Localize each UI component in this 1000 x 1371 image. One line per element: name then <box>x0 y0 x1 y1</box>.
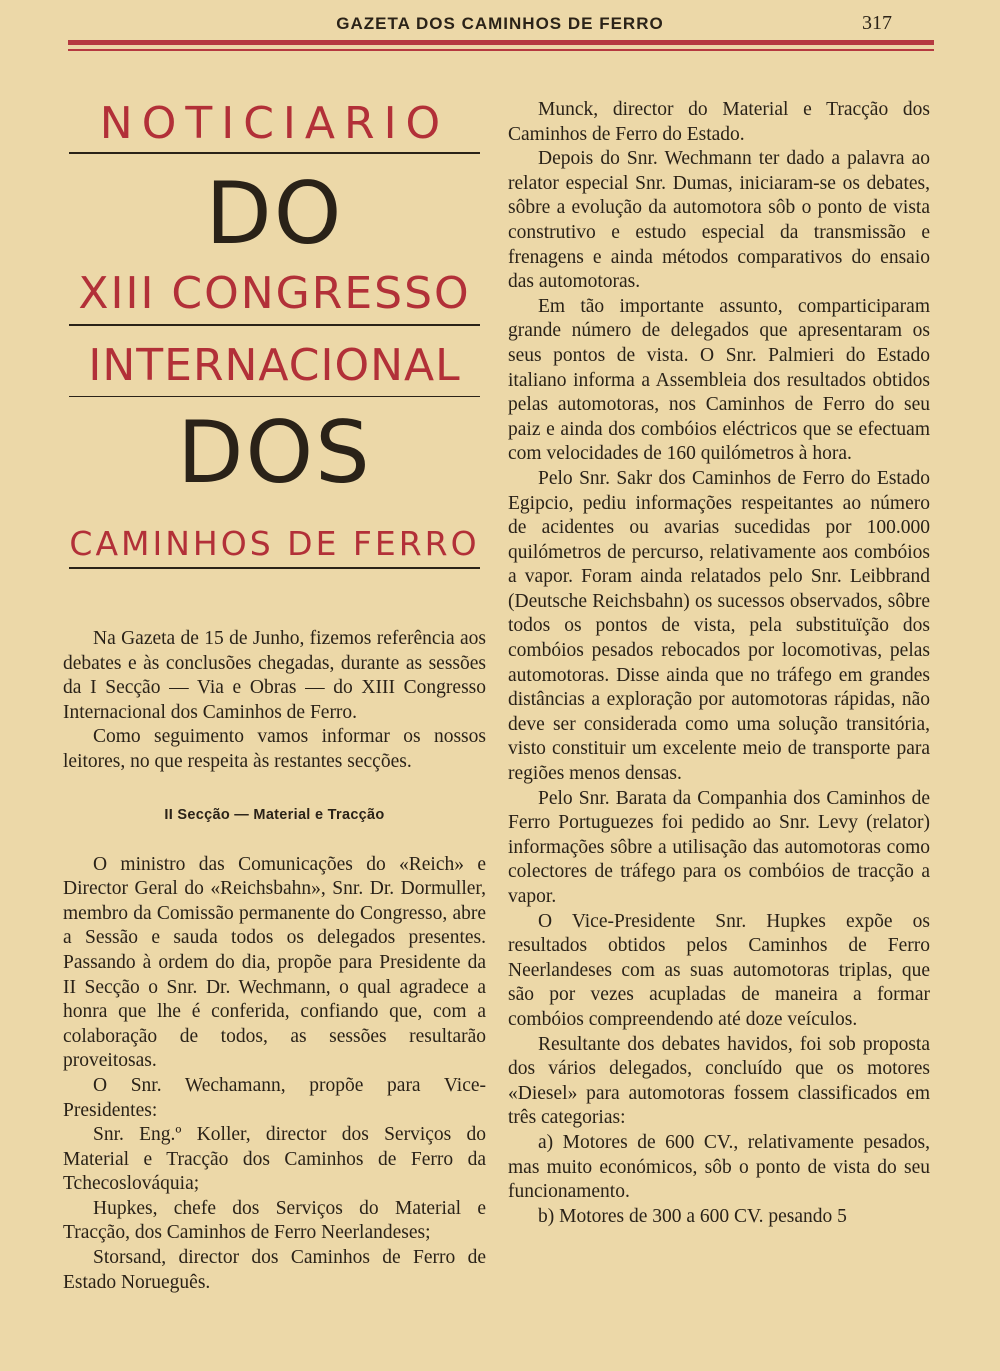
header-rule-thin <box>68 49 934 51</box>
paragraph: Storsand, director dos Caminhos de Ferro de Estado Norueguês. <box>63 1247 486 1293</box>
article-title <box>63 96 486 569</box>
paragraph: Como seguimento vamos informar os nossos leitores, no que respeita às restantes secções. <box>63 726 486 772</box>
page-header <box>0 0 1000 60</box>
paragraph: Depois do Snr. Wechmann ter dado a palavra ao relator especial Snr. Dumas, iniciaram-se os debates, sôbre a evolução da automotora sôb o ponto de vista construtivo e estudo especial da transmissão e frenagens e ainda métodos comparativos do ensaio das automotoras. <box>508 148 930 293</box>
paragraph: Snr. Eng.º Koller, director dos Serviços do Material e Tracção dos Caminhos de Ferro da Tchecoslováquia; <box>63 1124 486 1195</box>
paragraph: a) Motores de 600 CV., relativamente pesados, mas muito económicos, sôb o ponto de vista do seu funcionamento. <box>508 1131 930 1203</box>
title-line-noticiario: NOTICIARIO <box>99 98 450 149</box>
left-column <box>63 96 486 1295</box>
title-line-congresso: XIII CONGRESSO <box>78 268 471 319</box>
section-heading: II Secção — Material e Tracção <box>164 806 385 823</box>
running-title: GAZETA DOS CAMINHOS DE FERRO <box>336 14 664 33</box>
page-number: 317 <box>862 12 892 34</box>
right-column <box>508 98 930 1229</box>
paragraph: Pelo Snr. Sakr dos Caminhos de Ferro do Estado Egipcio, pediu informações respeitantes ao número de acidentes ou avarias sucedidas por 100.000 quilómetros de percurso, relativamente aos combóios a vapor. Foram ainda relatados pelo Snr. Leibbrand (Deutsche Reichsbahn) os sucessos observados, sôbre todos os pontos de vista, pela substituïção dos combóios pesados rebocados por locomotivas, pelas automotoras. Disse ainda que no tráfego em grandes distâncias a exploração por automotoras rápidas, não deve ser considerada como uma solução transitória, visto constituir um excelente meio de transporte para regiões menos densas. <box>508 467 930 785</box>
paragraph: Pelo Snr. Barata da Companhia dos Caminhos de Ferro Portuguezes foi pedido ao Snr. Levy (relator) informações sôbre a utilisação das automotoras como colectores de tráfego para os combóios de tracção a vapor. <box>508 787 930 907</box>
paragraph: Hupkes, chefe dos Serviços do Material e Tracção, dos Caminhos de Ferro Neerlandeses; <box>63 1197 486 1244</box>
paragraph: b) Motores de 300 a 600 CV. pesando 5 <box>538 1205 847 1227</box>
title-underline <box>69 396 480 397</box>
paragraph: O ministro das Comunicações do «Reich» e Director Geral do «Reichsbahn», Snr. Dr. Dormuller, membro da Comissão permanente do Congresso, abre a Sessão e sauda todos os delegados presentes. Passando à ordem do dia, propõe para Presidente da II Secção o Snr. Dr. Wechmann, o qual agradece a honra que lhe é conferida, confiando que, com a colaboração de todos, as sessões resultarão proveitosas. <box>63 853 486 1072</box>
paragraph: O Snr. Wechamann, propõe para Vice-Presidentes: <box>63 1074 486 1121</box>
title-underline <box>69 567 480 569</box>
title-underline <box>69 152 480 154</box>
paragraph: Munck, director do Material e Tracção dos Caminhos de Ferro do Estado. <box>508 99 930 145</box>
title-line-dos: DOS <box>177 403 372 503</box>
paragraph: Resultante dos debates havidos, foi sob proposta dos vários delegados, concluído que os motores «Diesel» para automotoras fossem classificados em três categorias: <box>508 1033 930 1129</box>
paragraph: Em tão importante assunto, comparticiparam grande número de delegados que apresentaram os seus pontos de vista. O Snr. Palmieri do Estado italiano informa a Assembleia dos resultados obtidos pelas automotoras, nos Caminhos de Ferro do seu paiz e ainda dos combóios eléctricos que se efectuam com velocidades de 160 quilómetros à hora. <box>508 295 930 465</box>
title-underline <box>69 324 480 326</box>
header-rule <box>68 40 934 45</box>
title-line-internacional: INTERNACIONAL <box>88 340 461 391</box>
paragraph: Na Gazeta de 15 de Junho, fizemos referência aos debates e às conclusões chegadas, durante as sessões da I Secção — Via e Obras — do XIII Congresso Internacional dos Caminhos de Ferro. <box>63 628 486 723</box>
title-line-caminhos: CAMINHOS DE FERRO <box>69 524 480 563</box>
paragraph: O Vice-Presidente Snr. Hupkes expõe os resultados obtidos pelos Caminhos de Ferro Neerlandeses com as suas automotoras triplas, que são por vezes acupladas de maneira a formar combóios compreendendo até doze veículos. <box>508 910 930 1030</box>
title-line-do: DO <box>205 164 344 264</box>
